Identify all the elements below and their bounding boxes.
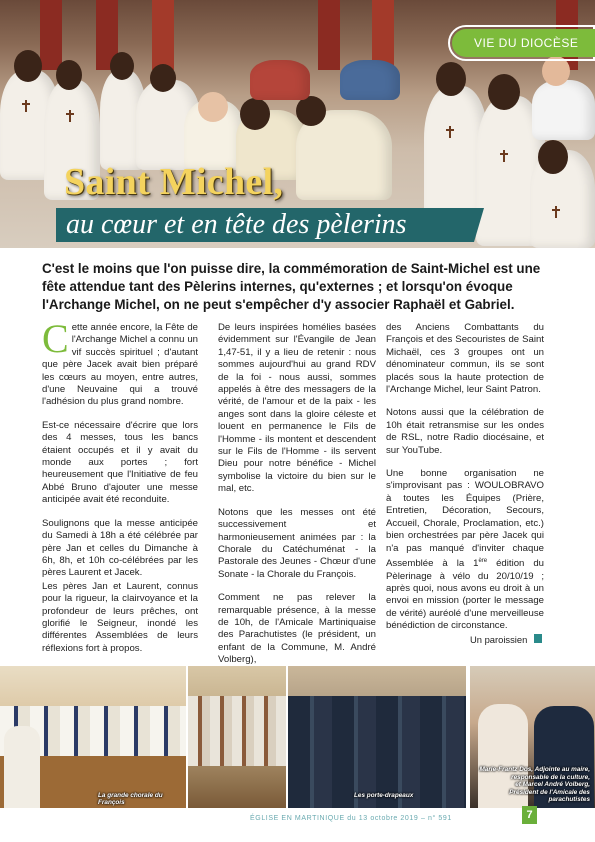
section-tag: VIE DU DIOCÈSE <box>452 29 595 57</box>
head <box>150 64 176 92</box>
photo-caption: La grande chorale du François <box>98 792 163 806</box>
paragraph-text: ette année encore, la Fête de l'Archange Michel a connu un vif succès spirituel ; d'autant que père Jacek avait bien préparé les cœurs au moyen, entre autres, d'une Neuvaine qui a trouvé l'adhésion du plus grand nombre. <box>42 322 198 408</box>
window-stripe <box>318 0 340 70</box>
paragraph: De leurs inspirées homélies basées évidemment sur l'Évangile de Jean 1,47-51, il y a lieu de retenir : nous sommes aujourd'hui au grand RDV de la foi - nous aussi, sommes appelés à être des messagers de la vérité, de l'amour et de la paix - les anges sont dans la gloire céleste et louent en permanence le Fils de l'Homme - ils montent et descendent sur le Fils de l'Homme - ils servent Dieu pour notre bénéfice - Michel symbolise la victoire du bien sur le mal, etc. <box>218 322 376 495</box>
cross-pendant <box>22 100 30 112</box>
head <box>110 52 134 80</box>
paragraph: Notons que les messes ont été successivement et harmonieusement animées par : la Chorale du Catéchuménat - la Pastorale des Jeunes - Chœur d'une Sonate - la Chorale du François. <box>218 506 376 580</box>
article-subtitle: au cœur et en tête des pèlerins <box>66 209 407 240</box>
lead-paragraph: C'est le moins que l'on puisse dire, la commémoration de Saint-Michel est une fête attendue tant des Pèlerins internes, qu'externes ; et lorsqu'on évoque l'Archange Michel, on ne peut s'empêcher d'y associer Raphaël et Gabriel. <box>42 261 541 312</box>
officer <box>532 80 595 140</box>
head <box>296 96 326 126</box>
paragraph: Soulignons que la messe anticipée du Samedi à 18h a été célébrée par père Jan et celles du Dimanche à 6h, 8h, et 10h co-célébrées par les pères Laurent et Jacek. <box>42 517 198 579</box>
end-mark-square <box>534 634 542 643</box>
paragraph <box>386 468 544 632</box>
drop-cap: C <box>42 316 69 361</box>
congregant <box>250 60 310 100</box>
author-signature: Un paroissien <box>470 634 528 645</box>
paragraph-text: édition du Pèlerinage à vélo du 20/10/19 ; après quoi, nous avons eu droit à un envoi en mission (porter le message de vérité) auréolé d'une merveilleuse bénédiction de circonstance. <box>386 558 544 632</box>
head <box>198 92 228 122</box>
photo-caption <box>476 766 590 804</box>
photo-flag-bearers <box>288 666 466 808</box>
column-2 <box>218 322 376 678</box>
congregation <box>188 696 286 766</box>
caption-line: responsable de la culture, <box>511 773 590 781</box>
paragraph: Comment ne pas relever la remarquable présence, à la messe de 10h, de l'Amicale Martiniquaise des Parachutistes (le président, un enfant de la Commune, M. André Volberg), <box>218 592 376 666</box>
superscript: ère <box>478 557 488 564</box>
window-stripe <box>40 0 62 70</box>
photo-officials <box>470 666 595 808</box>
paragraph: Est-ce nécessaire d'écrire que lors des 4 messes, tous les bancs étaient occupés et il y avait du monde aux portes ; fort heureusement que l'Initiative de feu Abbé Bruno d'ajouter une messe anticipée avait été reconduite. <box>42 419 198 506</box>
paragraph <box>42 316 198 409</box>
photo-caption: Les porte-drapeaux <box>354 792 414 799</box>
column-1 <box>42 316 198 666</box>
footer-text: ÉGLISE EN MARTINIQUE du 13 octobre 2019 – n° 591 <box>250 815 452 822</box>
cross-pendant <box>446 126 454 138</box>
cross-pendant <box>500 150 508 162</box>
paragraph: Les pères Jan et Laurent, connus pour la rigueur, la clairvoyance et la profondeur de leurs prêches, ont glorifié le Seigneur, inondé les différentes Assemblées de leurs réflexions fort à propos. <box>42 580 198 654</box>
head <box>538 140 568 174</box>
head <box>56 60 82 90</box>
congregant <box>340 60 400 100</box>
caption-line: Président de l'Amicale des parachutistes <box>509 788 590 803</box>
head <box>240 98 270 130</box>
paragraph-text: Une bonne organisation ne s'improvisant pas : WOULOBRAVO à toutes les Équipes (Prière, Entretien, Décoration, Secours, Accueil, Chorale, Proclamation, etc.) bien orchestrées par père Jacek qui n'a pas manqué d'inviter chaque Assemblée à la 1 <box>386 468 544 570</box>
page-number: 7 <box>522 806 537 824</box>
paragraph: des Anciens Combattants du François et des Secouristes de Saint Michaël, ces 3 groupes ont un dénominateur commun, ils se sont placés sous la haute protection de l'Archange Michel, leur Saint Patron. <box>386 322 544 396</box>
column-3 <box>386 322 544 644</box>
cross-pendant <box>552 206 560 218</box>
head <box>14 50 42 82</box>
photo-congregation <box>188 666 286 808</box>
paragraph: Notons aussi que la célébration de 10h était retransmise sur les ondes de RSL, notre Radio diocésaine, et sur YouTube. <box>386 407 544 456</box>
caption-line: Marie-Frantz Dos, Adjointe au maire, <box>479 766 590 773</box>
cross-pendant <box>66 110 74 122</box>
head <box>436 62 466 96</box>
conductor <box>4 726 40 808</box>
article-title: Saint Michel, <box>64 161 284 203</box>
photo-choir <box>0 666 186 808</box>
head <box>488 74 520 110</box>
window-stripe <box>152 0 174 70</box>
caption-line: et Marcel André Volberg, <box>515 781 590 788</box>
